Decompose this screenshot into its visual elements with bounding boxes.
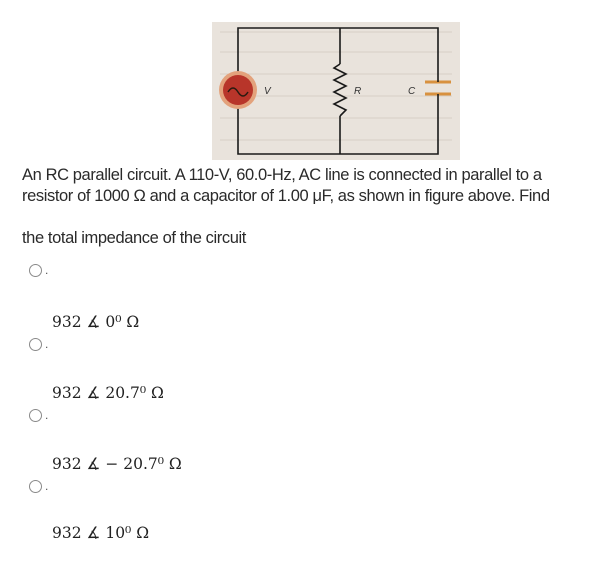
option-d-marker: . — [45, 479, 49, 493]
question-prompt: the total impedance of the circuit — [22, 229, 246, 247]
option-c-radio[interactable] — [29, 409, 42, 422]
option-c-answer: 932 ∡ − 20.7⁰ Ω — [52, 455, 182, 473]
option-b-answer: 932 ∡ 20.7⁰ Ω — [52, 384, 164, 402]
option-d-answer: 932 ∡ 10⁰ Ω — [52, 524, 150, 542]
ac-source-icon — [219, 71, 257, 109]
resistor-symbol — [334, 64, 346, 116]
circuit-figure — [212, 22, 460, 160]
option-a-marker: . — [45, 263, 49, 277]
option-b-radio[interactable] — [29, 338, 42, 351]
option-a-answer: 932 ∡ 0⁰ Ω — [52, 313, 140, 331]
option-a-radio[interactable] — [29, 264, 42, 277]
option-c-marker: . — [45, 408, 49, 422]
capacitor-label: C — [408, 86, 416, 97]
resistor-label: R — [354, 86, 362, 97]
source-label: V — [264, 86, 271, 97]
option-b-marker: . — [45, 337, 49, 351]
option-d-radio[interactable] — [29, 480, 42, 493]
question-text: An RC parallel circuit. A 110-V, 60.0-Hz, AC line is connected in parallel to a resistor of 1000 Ω and a capacitor of 1.00 μF, as shown in figure above. Find — [22, 166, 550, 205]
circuit-diagram — [212, 22, 460, 160]
